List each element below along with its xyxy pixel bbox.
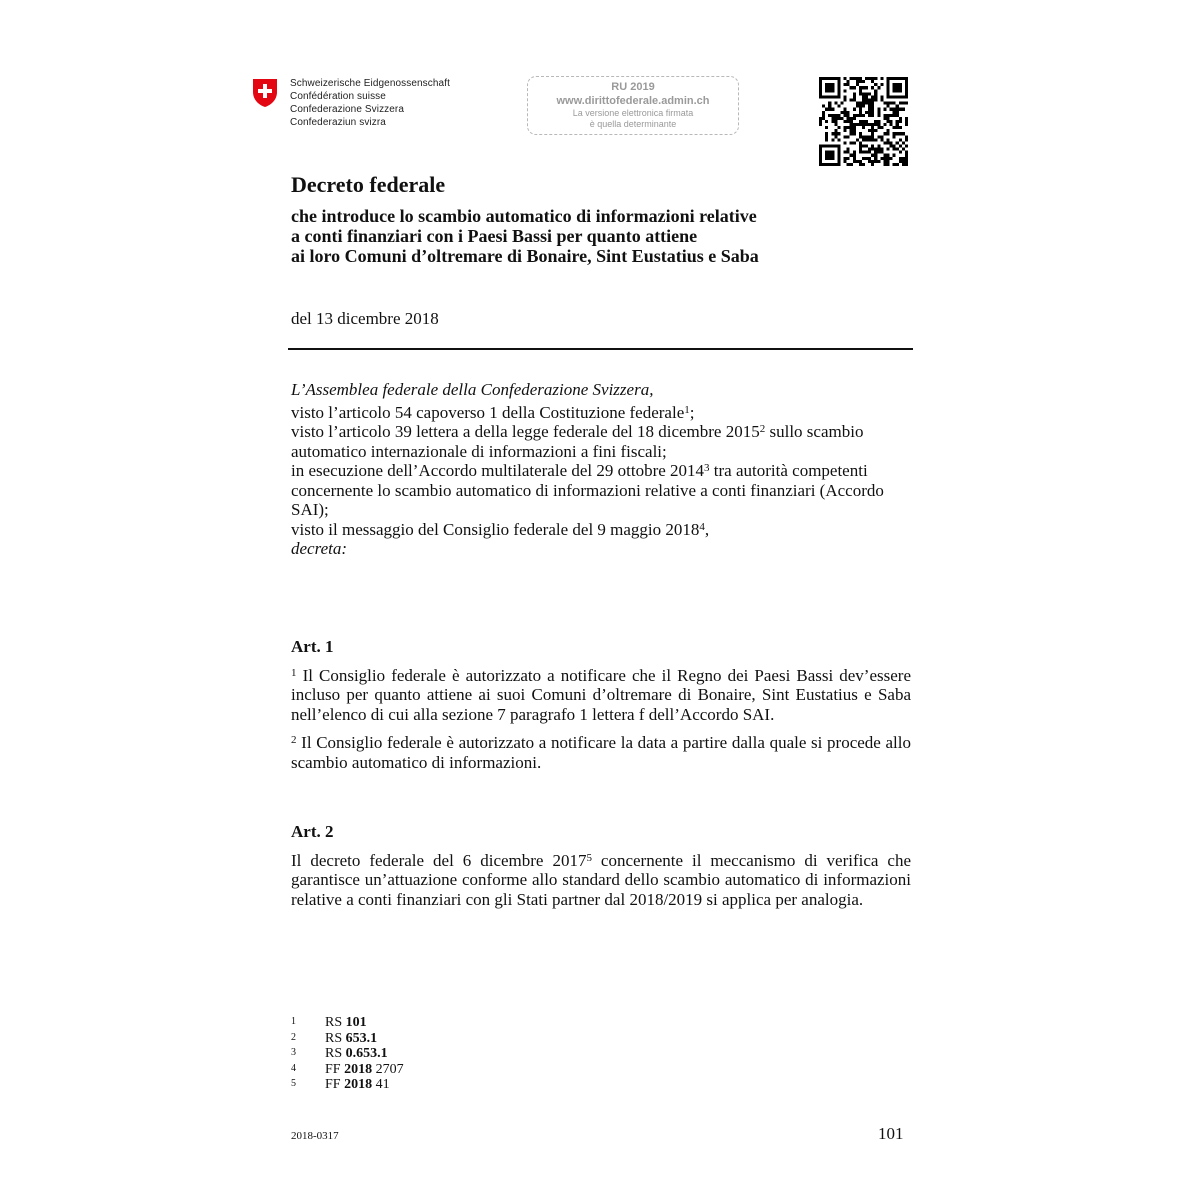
paragraph-number: 2 [291,734,297,746]
article-1 [291,637,911,781]
footnote-ref[interactable]: 5 [586,851,592,864]
document-date: del 13 dicembre 2018 [291,309,439,328]
article-paragraph: $^2$ Il Consiglio federale è autorizzato a notificare la data a partire dalla quale si procede allo scambio automatico di informazioni. [291,733,911,772]
footnote-ref[interactable]: 4 [699,520,705,533]
footnote-number: 5 [291,1078,296,1089]
title-divider [288,348,913,350]
preamble-closing: decreta: [291,539,348,558]
footnote: 5 FF 2018 41 [291,1077,390,1092]
article-heading: Art. 1 [291,637,334,656]
article-2 [291,822,911,918]
confederation-name-it: Confederazione Svizzera [290,104,405,115]
footnote: 3 RS 0.653.1 [291,1046,388,1061]
footnote: 1 RS 101 [291,1015,367,1030]
confederation-name-de: Schweizerische Eidgenossenschaft [290,78,450,89]
subtitle-line: che introduce lo scambio automatico di informazioni relative [291,206,757,226]
qr-code-icon [819,77,908,166]
article-heading: Art. 2 [291,822,334,841]
preamble [291,380,916,559]
footnote-number: 3 [291,1047,296,1058]
document-subtitle [291,206,911,266]
document-id: 2018-0317 [291,1130,339,1142]
paragraph-number: 1 [291,666,297,679]
swiss-cross-shield-icon [252,78,278,108]
page-number: 101 [878,1124,904,1143]
preamble-item: visto il messaggio del Consiglio federale del 9 maggio 2018$^4$, [291,519,710,539]
footnote-ref[interactable]: 1 [684,403,690,416]
footnote-ref[interactable]: 3 [704,462,710,474]
footnote-number: 4 [291,1062,296,1074]
footnote: 4 FF 2018 2707 [291,1061,404,1077]
stamp-note-1: La versione elettronica firmata [572,108,694,118]
confederation-names [290,77,450,129]
confederation-name-fr: Confédération suisse [290,91,386,102]
article-paragraph: Il decreto federale del 6 dicembre 2017$^5$ concernente il meccanismo di verifica che garantisce un’attuazione conforme allo standard dello scambio automatico di informazioni relative a conti finanziari con gli Stati partner dal 2018/2019 si applica per analogia. [291,850,911,909]
stamp-url[interactable]: www.dirittofederale.admin.ch [556,95,710,107]
preamble-item: in esecuzione dell’Accordo multilaterale del 29 ottobre 2014$^3$ tra autorità competenti concernente lo scambio automatico di informazioni relative a conti finanziari (Accordo SAI); [291,461,884,519]
preamble-item: visto l’articolo 39 lettera a della legge federale del 18 dicembre 2015$^2$ sullo scambio automatico internazionale di informazioni a fini fiscali; [291,422,864,461]
footnote-number: 1 [291,1016,296,1027]
preamble-intro: L’Assemblea federale della Confederazione Svizzera, [291,380,654,399]
subtitle-line: a conti finanziari con i Paesi Bassi per quanto attiene [291,226,698,246]
footnote-number: 2 [291,1031,296,1043]
preamble-item: visto l’articolo 54 capoverso 1 della Costituzione federale$^1$; [291,402,695,422]
stamp-collection: RU 2019 [611,81,655,93]
footnote-ref[interactable]: 2 [759,423,766,435]
footnotes [291,1015,404,1093]
official-collection-stamp [527,76,739,135]
subtitle-line: ai loro Comuni d’oltremare di Bonaire, Sint Eustatius e Saba [291,246,759,266]
stamp-note-2: è quella determinante [589,119,677,129]
confederation-name-rm: Confederaziun svizra [290,117,386,128]
footnote: 2 RS 653.1 [291,1030,378,1046]
article-paragraph: $^1$ Il Consiglio federale è autorizzato a notificare che il Regno dei Paesi Bassi dev’essere incluso per quanto attiene ai suoi Comuni d’oltremare di Bonaire, Sint Eustatius e Saba nell’elenco di cui alla sezione 7 paragrafo 1 lettera f dell’Accordo SAI. [291,665,911,724]
document-title: Decreto federale [291,172,446,197]
